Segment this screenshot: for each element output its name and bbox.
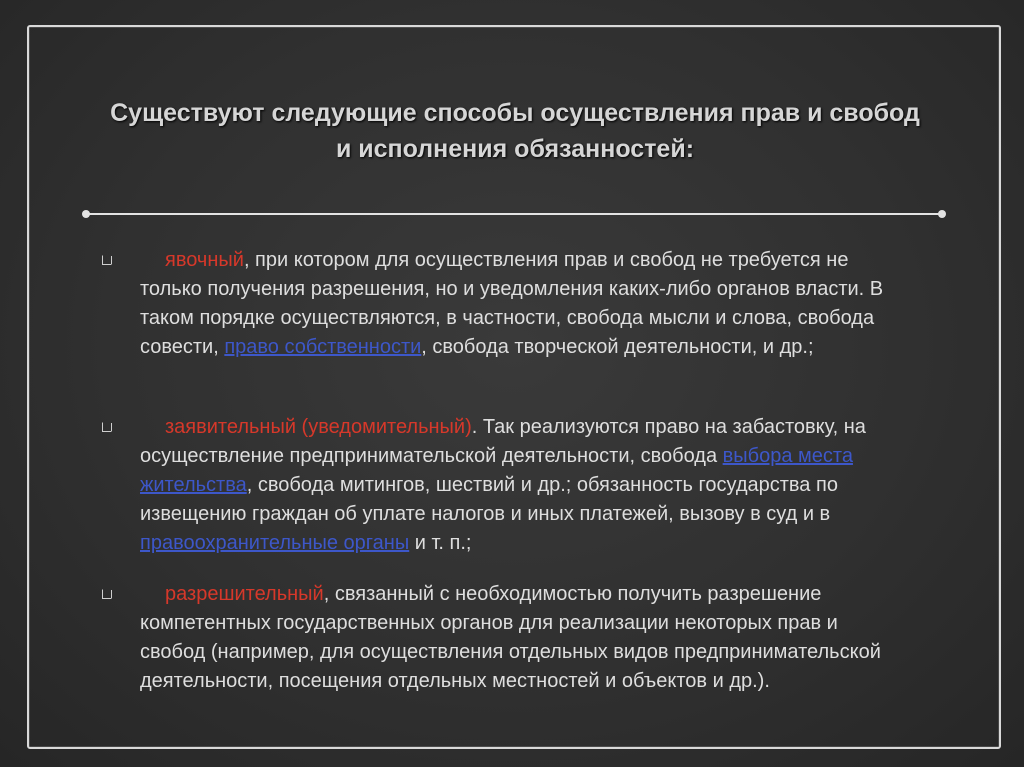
title-divider [86, 213, 942, 215]
item-text: , связанный с необходимостью получить разрешение компетентных государственных органов для реализации некоторых прав и свобод (например, для осуществления отдельных видов предпринимательской деятельности, посещения отдельных местностей и объектов и др.). [140, 583, 881, 692]
item-text: и т. п.; [409, 532, 472, 554]
list-item-2 [140, 413, 900, 558]
item-text: , при котором для осуществления прав и свобод не требуется не только получения разрешения, но и уведомления каких-либо органов власти. В таком порядке осуществляются, в частности, свобода мысли и слова, свобода совести, [140, 249, 884, 358]
bullet-icon [102, 589, 112, 599]
link-vybor-mesta-zhitelstva[interactable]: выбора места жительства [140, 445, 853, 496]
item-text: , свобода митингов, шествий и др.; обязанность государства по извещению граждан об уплате налогов и иных платежей, вызову в суд и в [140, 474, 838, 525]
divider-left-dot [82, 210, 90, 218]
list-item-3 [140, 580, 900, 696]
item-text: , свобода творческой деятельности, и др.; [421, 336, 814, 358]
term-zayavitelny: заявительный (уведомительный) [165, 416, 472, 438]
item-text: . Так реализуются право на забастовку, на осуществление предпринимательской деятельности, свобода [140, 416, 866, 467]
list-item-1 [140, 246, 900, 362]
term-yavochny: явочный [165, 249, 244, 271]
bullet-icon [102, 422, 112, 432]
slide-title: Существуют следующие способы осуществления прав и свобод и исполнения обязанностей: [110, 99, 920, 163]
term-razreshitelny: разрешительный [165, 583, 324, 605]
link-pravookhranitelnye-organy[interactable]: правоохранительные органы [140, 532, 410, 554]
divider-right-dot [938, 210, 946, 218]
link-pravo-sobstvennosti[interactable]: право собственности [224, 336, 422, 358]
bullet-icon [102, 255, 112, 265]
